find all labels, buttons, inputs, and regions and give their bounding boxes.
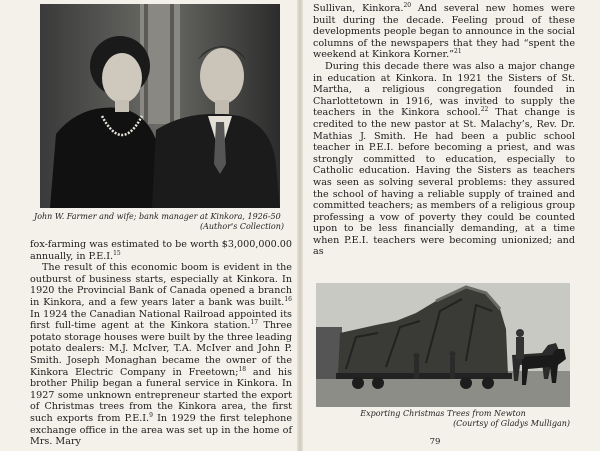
footnote-ref: 21 xyxy=(454,48,462,56)
portrait-photo xyxy=(40,4,280,208)
trees-caption xyxy=(316,409,570,429)
footnote-ref: 9 xyxy=(149,411,153,419)
trees-caption-credit: (Courtsy of Gladys Mulligan) xyxy=(453,419,570,428)
footnote-ref: 20 xyxy=(403,1,412,9)
christmas-trees-photo-image xyxy=(316,283,570,407)
footnote-ref: 16 xyxy=(284,295,292,303)
portrait-caption-credit: (Author's Collection) xyxy=(199,222,284,231)
book-gutter xyxy=(297,0,303,451)
right-page-text xyxy=(313,3,575,258)
christmas-trees-photo xyxy=(316,283,570,407)
right-para1-seg1: Sullivan, Kinkora. xyxy=(313,3,404,14)
footnote-ref: 17 xyxy=(250,318,259,326)
right-para2-seg1: During this decade there was also a major change in education at Kinkora. In 1921 the Sisters of St. Martha, a religious congregation founded in Charlottetown in 1916, was invited to supply the teachers in the Kinkora school. xyxy=(313,60,575,119)
left-paragraph-2 xyxy=(30,262,292,448)
left-para1-text: fox-farming was estimated to be worth $3,000,000.00 annually, in P.E.I. xyxy=(30,239,292,262)
portrait-photo-image xyxy=(40,4,280,208)
portrait-caption-title: John W. Farmer and wife; bank manager at Kinkora, 1926-50 xyxy=(34,212,281,221)
footnote-ref: 22 xyxy=(480,106,489,114)
right-para1-seg2: And several new homes were built during the decade. Feeling proud of these developments people began to announce in the social columns of the newspapers that they had “spent the weekend at Kinkora Korner.” xyxy=(313,3,575,61)
right-paragraph-1 xyxy=(313,3,575,61)
left-para2-seg1: The result of this economic boom is evident in the outburst of business starts, especially at Kinkora. In 1920 the Provincial Bank of Canada opened a branch in Kinkora, and a few years later a bank was built. xyxy=(30,262,292,308)
right-para2-seg2: That change is credited to the new pastor at St. Malachy’s, Rev. Dr. Mathias J. Smith. He had been a public school teacher in P.E.I. before becoming a priest, and was strongly committed to education, especially to Catholic education. Having the Sisters as teachers was seen as solving several problems: they assured the school of having a reliable supply of trained and committed teachers; as members of a religious group professing a vow of poverty they could be counted upon to be less financially demanding, at a time when P.E.I. teachers were becoming unionized; and as xyxy=(313,107,576,258)
trees-caption-title: Exporting Christmas Trees from Newton xyxy=(360,409,526,418)
footnote-ref: 15 xyxy=(113,249,121,257)
footnote-ref: 18 xyxy=(238,365,247,373)
left-paragraph-1 xyxy=(30,239,292,262)
right-paragraph-2 xyxy=(313,61,575,258)
left-para2-seg5: In 1929 the first telephone exchange office in the area was set up in the home of Mrs. Mary xyxy=(30,412,293,448)
page-number: 79 xyxy=(429,437,441,447)
left-para2-seg3: Three potato storage houses were built by the three leading potato dealers: M.J. McIver, T.A. McIver and John P. Smith. Joseph Monaghan became the owner of the Kinkora Electric Company in Freetown; xyxy=(30,320,292,378)
portrait-caption xyxy=(34,212,284,232)
left-para2-seg2: In 1924 the Canadian National Railroad appointed its first full-time agent at the Kinkora station. xyxy=(30,308,292,332)
left-page-text xyxy=(30,239,292,448)
left-para2-seg4: and his brother Philip began a funeral service in Kinkora. In 1927 some unknown entrepreneur started the export of Christmas trees from the Kinkora area, the first such exports from P.E.I. xyxy=(30,366,292,424)
